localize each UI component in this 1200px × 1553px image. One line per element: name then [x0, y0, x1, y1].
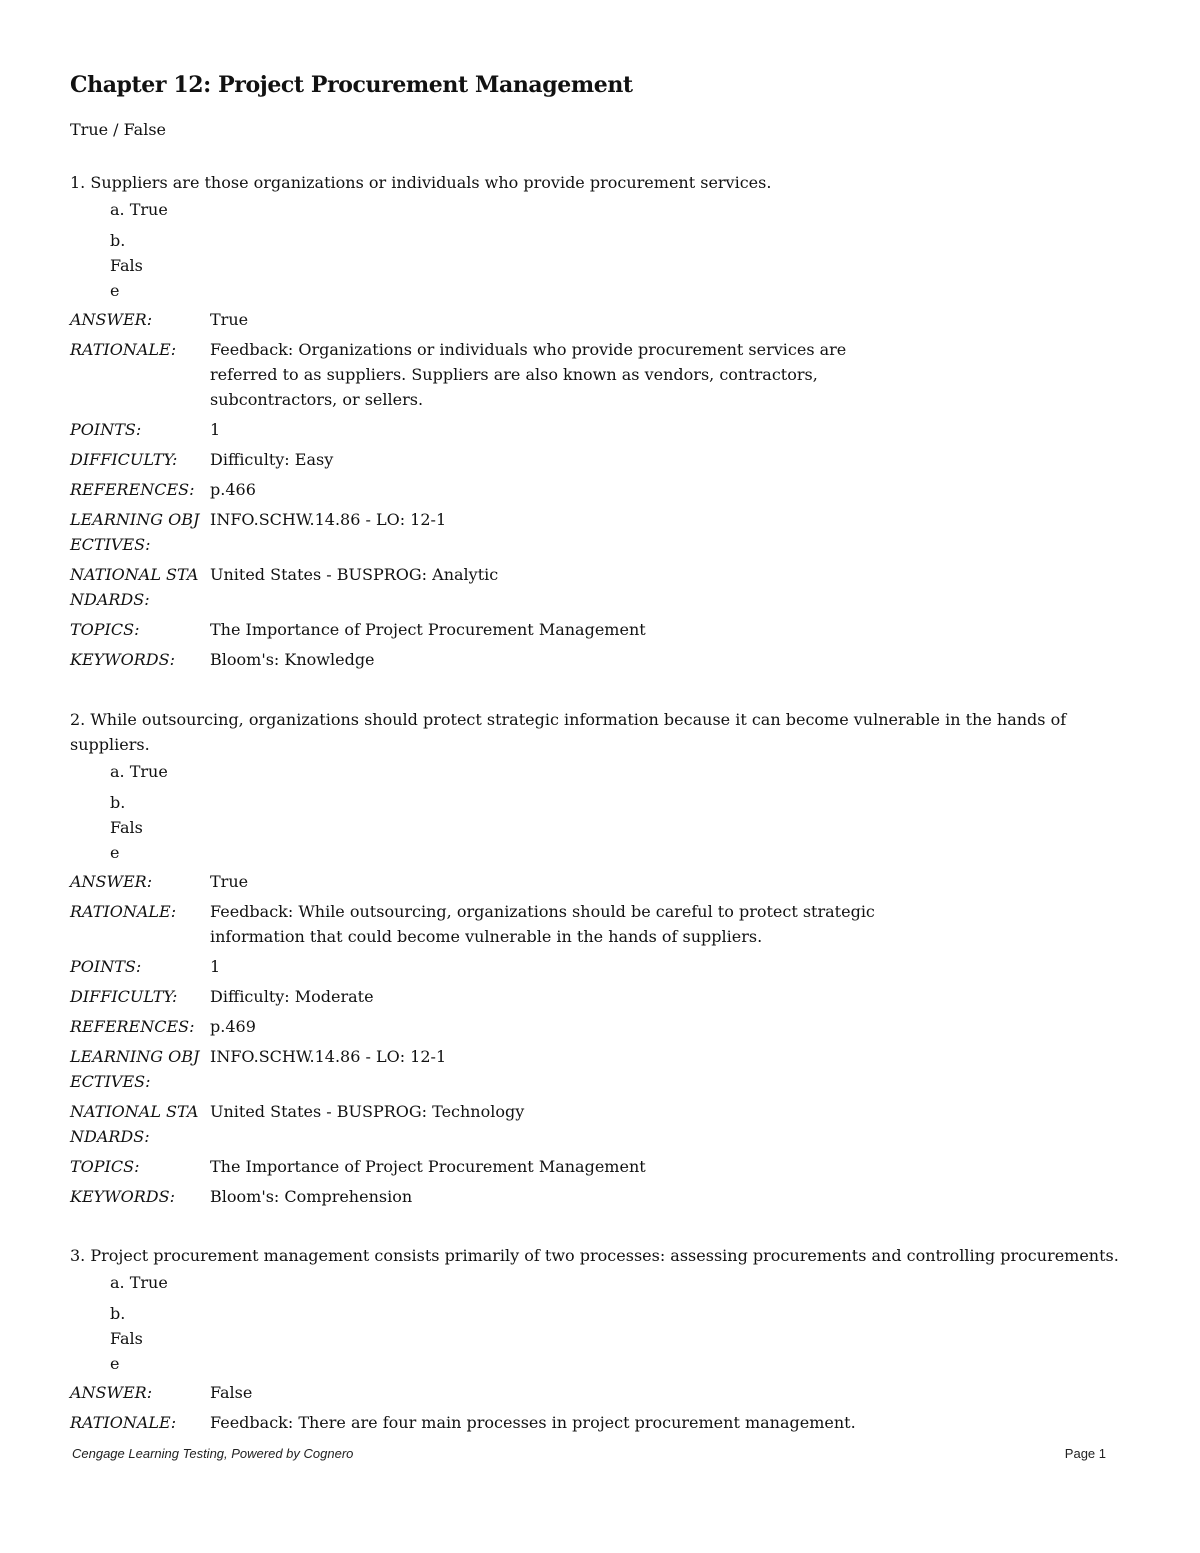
objectives-value: INFO.SCHW.14.86 - LO: 12-1: [210, 1047, 447, 1066]
answer-value: False: [210, 1383, 253, 1402]
references-label: REFERENCES:: [70, 480, 195, 499]
question-2: [70, 707, 1130, 1214]
points-value: 1: [210, 957, 221, 976]
rationale-value: Feedback: Organizations or individuals who provide procurement services are referred to as suppliers. Suppliers are also known as vendors, contractors, subcontractors, or sellers.: [210, 340, 847, 409]
references-row: [70, 1014, 1130, 1039]
question-text: 3. Project procurement management consists primarily of two processes: assessing procurements and controlling procurements.: [70, 1246, 1119, 1265]
references-label: REFERENCES:: [70, 1017, 195, 1036]
question-metadata: [70, 869, 1130, 1209]
option-b: [110, 1301, 1130, 1376]
answer-row: [70, 307, 1130, 332]
keywords-value: Bloom's: Knowledge: [210, 650, 375, 669]
chapter-title: Chapter 12: Project Procurement Management: [70, 72, 633, 98]
option-b-label: b. Fals e: [110, 231, 143, 300]
footer-publisher: Cengage Learning Testing, Powered by Cognero: [72, 1446, 354, 1461]
standards-label: NATIONAL STANDARDS:: [70, 565, 199, 609]
standards-row: [70, 1099, 1130, 1149]
question-1: [70, 170, 1130, 677]
objectives-row: [70, 507, 1130, 557]
topics-row: [70, 617, 1130, 642]
standards-row: [70, 562, 1130, 612]
difficulty-label: DIFFICULTY:: [70, 450, 178, 469]
answer-value: True: [210, 872, 249, 891]
section-heading: True / False: [70, 120, 167, 139]
option-b: [110, 228, 1130, 303]
references-value: p.469: [210, 1017, 256, 1036]
answer-label: ANSWER:: [70, 1383, 153, 1402]
rationale-row: [70, 1410, 1130, 1435]
keywords-value: Bloom's: Comprehension: [210, 1187, 413, 1206]
topics-label: TOPICS:: [70, 620, 140, 639]
objectives-label: LEARNING OBJECTIVES:: [70, 1047, 200, 1091]
option-a: a. True: [110, 762, 168, 781]
standards-value: United States - BUSPROG: Technology: [210, 1102, 525, 1121]
topics-value: The Importance of Project Procurement Management: [210, 1157, 646, 1176]
option-b-label: b. Fals e: [110, 1304, 143, 1373]
difficulty-label: DIFFICULTY:: [70, 987, 178, 1006]
question-text: 1. Suppliers are those organizations or individuals who provide procurement services.: [70, 173, 772, 192]
option-b: [110, 790, 1130, 865]
question-metadata: [70, 307, 1130, 672]
answer-value: True: [210, 310, 249, 329]
difficulty-value: Difficulty: Easy: [210, 450, 334, 469]
references-value: p.466: [210, 480, 256, 499]
rationale-row: [70, 337, 1130, 412]
objectives-label: LEARNING OBJECTIVES:: [70, 510, 200, 554]
answer-label: ANSWER:: [70, 310, 153, 329]
objectives-value: INFO.SCHW.14.86 - LO: 12-1: [210, 510, 447, 529]
topics-value: The Importance of Project Procurement Management: [210, 620, 646, 639]
option-b-label: b. Fals e: [110, 793, 143, 862]
points-value: 1: [210, 420, 221, 439]
topics-row: [70, 1154, 1130, 1179]
points-row: [70, 954, 1130, 979]
answer-label: ANSWER:: [70, 872, 153, 891]
points-label: POINTS:: [70, 957, 142, 976]
rationale-label: RATIONALE:: [70, 902, 177, 921]
rationale-row: [70, 899, 1130, 949]
difficulty-row: [70, 447, 1130, 472]
standards-value: United States - BUSPROG: Analytic: [210, 565, 499, 584]
standards-label: NATIONAL STANDARDS:: [70, 1102, 199, 1146]
answer-row: [70, 1380, 1130, 1405]
question-3: [70, 1243, 1130, 1440]
keywords-row: [70, 1184, 1130, 1209]
rationale-label: RATIONALE:: [70, 1413, 177, 1432]
points-label: POINTS:: [70, 420, 142, 439]
page-number: Page 1: [1064, 1446, 1106, 1461]
option-a: a. True: [110, 200, 168, 219]
question-metadata: [70, 1380, 1130, 1435]
rationale-label: RATIONALE:: [70, 340, 177, 359]
keywords-label: KEYWORDS:: [70, 650, 175, 669]
difficulty-row: [70, 984, 1130, 1009]
keywords-label: KEYWORDS:: [70, 1187, 175, 1206]
points-row: [70, 417, 1130, 442]
keywords-row: [70, 647, 1130, 672]
option-a: a. True: [110, 1273, 168, 1292]
question-text: 2. While outsourcing, organizations should protect strategic information because it can become vulnerable in the hands of suppliers.: [70, 710, 1067, 754]
references-row: [70, 477, 1130, 502]
difficulty-value: Difficulty: Moderate: [210, 987, 374, 1006]
objectives-row: [70, 1044, 1130, 1094]
topics-label: TOPICS:: [70, 1157, 140, 1176]
rationale-value: Feedback: There are four main processes in project procurement management.: [210, 1413, 856, 1432]
answer-row: [70, 869, 1130, 894]
rationale-value: Feedback: While outsourcing, organizations should be careful to protect strategic information that could become vulnerable in the hands of suppliers.: [210, 902, 875, 946]
